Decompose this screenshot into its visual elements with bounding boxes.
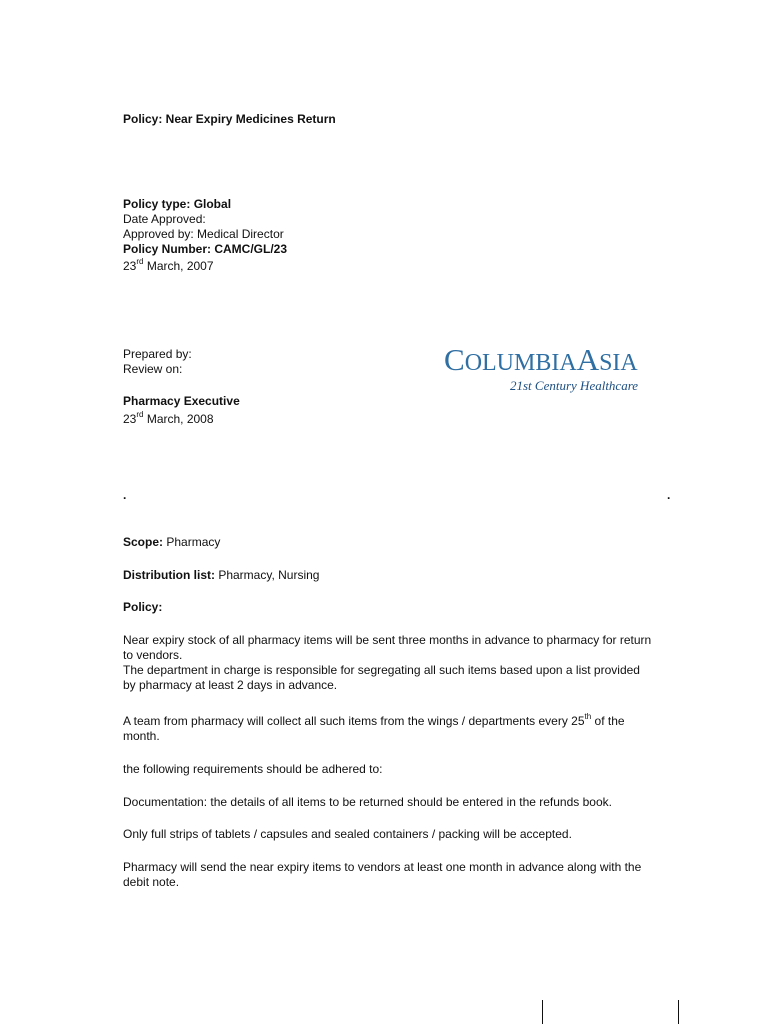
- policy-type: Policy type: Global: [123, 197, 232, 211]
- review-date: 23rd March, 2008: [123, 410, 214, 426]
- para4: Documentation: the details of all items to be returned should be entered in the refunds book.: [123, 795, 612, 809]
- logo-wordmark: COLUMBIAASIA: [444, 342, 638, 377]
- date-approved: Date Approved:: [123, 212, 206, 226]
- para2-line1: A team from pharmacy will collect all such items from the wings / departments every 25th of the: [123, 712, 625, 728]
- policy-title: Policy: Near Expiry Medicines Return: [123, 112, 336, 126]
- para1-line2: to vendors.: [123, 648, 183, 662]
- footer-rule-right: [678, 1000, 679, 1024]
- footer-rule-left: [542, 1000, 543, 1024]
- distribution-list: Distribution list: Pharmacy, Nursing: [123, 568, 320, 582]
- policy-heading: Policy:: [123, 600, 163, 614]
- para1-line1: Near expiry stock of all pharmacy items will be sent three months in advance to pharmacy for return: [123, 633, 652, 647]
- scope: Scope: Pharmacy: [123, 535, 221, 549]
- separator-dot-right: .: [667, 488, 671, 502]
- separator-dot-left: .: [123, 488, 127, 502]
- policy-number: Policy Number: CAMC/GL/23: [123, 242, 288, 256]
- approved-date: 23rd March, 2007: [123, 257, 214, 273]
- approved-by: Approved by: Medical Director: [123, 227, 284, 241]
- review-on: Review on:: [123, 362, 183, 376]
- preparer: Pharmacy Executive: [123, 394, 240, 408]
- para3: the following requirements should be adhered to:: [123, 762, 383, 776]
- para6-line1: Pharmacy will send the near expiry items to vendors at least one month in advance along with the: [123, 860, 642, 874]
- para5: Only full strips of tablets / capsules and sealed containers / packing will be accepted.: [123, 827, 572, 841]
- prepared-by: Prepared by:: [123, 347, 192, 361]
- para6-line2: debit note.: [123, 875, 180, 889]
- columbia-asia-logo: [444, 343, 659, 397]
- logo-tagline: 21st Century Healthcare: [510, 378, 639, 393]
- para2-line2: month.: [123, 729, 160, 743]
- para1-line4: by pharmacy at least 2 days in advance.: [123, 678, 338, 692]
- para1-line3: The department in charge is responsible for segregating all such items based upon a list provided: [123, 663, 640, 677]
